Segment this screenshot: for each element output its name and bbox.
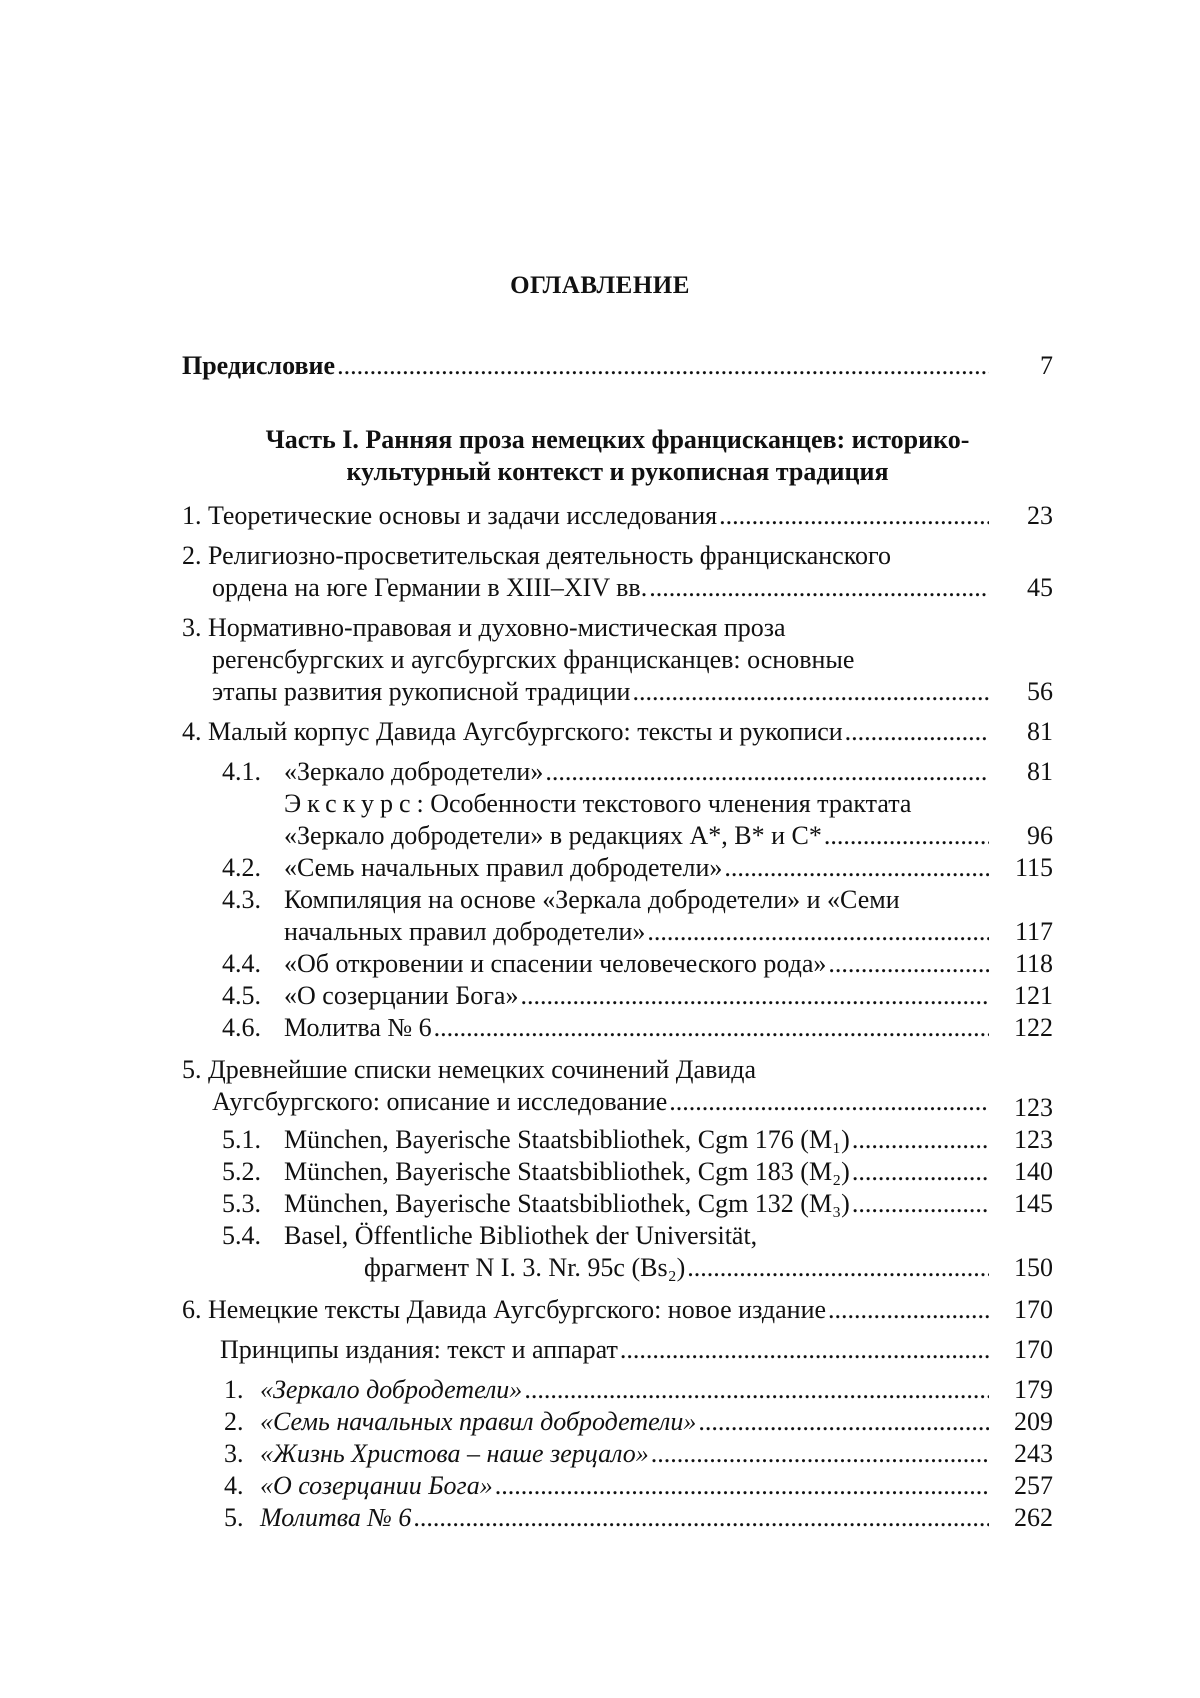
entry-text: «Зеркало добродетели» [284,757,544,786]
entry-text: «Об откровении и спасении человеческого рода» [284,949,827,978]
leader-dots [434,1012,989,1044]
entry-text-line2: Аугсбургского: описание и исследование [212,1087,668,1116]
toc-entry-ch6[interactable] [182,1294,1053,1326]
entry-text: «Жизнь Христова – наше зерцало» [260,1439,649,1468]
entry-number: 5.2. [222,1157,261,1186]
entry-number: 5.1. [222,1125,261,1154]
part-heading-line1: Часть I. Ранняя проза немецких францисканцев: историко- [265,425,970,454]
entry-text: Молитва № 6 [260,1503,412,1532]
leader-dots [669,1086,989,1118]
entry-text: Принципы издания: текст и аппарат [220,1335,618,1364]
page-number: 262 [1014,1503,1053,1532]
entry-number: 4.1. [222,757,261,786]
part-heading-line2: культурный контекст и рукописная традиция [346,457,889,486]
page-number: 170 [1014,1335,1053,1364]
entry-text: 1. Теоретические основы и задачи исследования [182,501,718,530]
toc-subentry-4-1[interactable] [182,756,1053,788]
leader-dots [824,820,989,852]
toc-subentry-6-2[interactable] [182,1406,1053,1438]
leader-dots [852,1156,989,1188]
page-number: 117 [1014,917,1053,946]
excursus-label: Экскурс [284,789,417,818]
page-number: 150 [1014,1253,1053,1282]
page-number: 170 [1014,1295,1053,1324]
page-number: 179 [1014,1375,1053,1404]
entry-text-line1: 3. Нормативно-правовая и духовно-мистическая проза [182,613,786,642]
entry-text-line2: фрагмент N I. 3. Nr. 95c (Bs₂) [364,1253,686,1282]
toc-subentry-5-3[interactable] [182,1188,1053,1220]
leader-dots [495,1470,989,1502]
toc-subentry-5-1[interactable] [182,1124,1053,1156]
part-heading [182,424,1053,488]
leader-dots [647,916,989,948]
toc-subentry-4-2[interactable] [182,852,1053,884]
entry-text: «Семь начальных правил добродетели» [284,853,723,882]
entry-number: 2. [224,1407,244,1436]
leader-dots [687,1252,989,1284]
entry-number: 1. [224,1375,244,1404]
entry-text-line2: «Зеркало добродетели» в редакциях A*, B* и C* [284,821,822,850]
leader-dots [828,1294,989,1326]
page-number: 115 [1014,853,1053,882]
entry-number: 3. [224,1439,244,1468]
page-number: 7 [1040,351,1053,380]
leader-dots [828,948,989,980]
entry-number: 4.4. [222,949,261,978]
entry-text-line1: 5. Древнейшие списки немецких сочинений Давида [182,1055,757,1084]
toc-subentry-6-5[interactable] [182,1502,1053,1534]
entry-text: Молитва № 6 [284,1013,432,1042]
entry-number: 4. [224,1471,244,1500]
toc-entry-preface[interactable] [182,350,1053,382]
toc-subentry-6-3[interactable] [182,1438,1053,1470]
page-number: 122 [1014,1013,1053,1042]
entry-text: «Зеркало добродетели» [260,1375,523,1404]
page-number: 243 [1014,1439,1053,1468]
page-number: 257 [1014,1471,1053,1500]
leader-dots [413,1502,989,1534]
entry-text: München, Bayerische Staatsbibliothek, Cgm 183 (M₂) [284,1157,850,1186]
entry-text: München, Bayerische Staatsbibliothek, Cgm 176 (M₁) [284,1125,850,1154]
entry-text-line2: начальных правил добродетели» [284,917,646,946]
entry-text: 4. Малый корпус Давида Аугсбургского: тексты и рукописи [182,717,843,746]
leader-dots [698,1406,989,1438]
page-number: 45 [1027,573,1053,602]
leader-dots [651,1438,989,1470]
entry-text-line1: 2. Религиозно-просветительская деятельность францисканского [182,541,892,570]
toc-entry-ch4[interactable] [182,716,1053,748]
entry-text-line3: этапы развития рукописной традиции [212,677,631,706]
entry-number: 4.3. [222,885,261,914]
page-number: 81 [1027,757,1053,786]
leader-dots [719,500,989,532]
toc-subentry-4-4[interactable] [182,948,1053,980]
toc-subentry-4-3[interactable] [182,884,1053,948]
leader-dots [852,1124,989,1156]
toc-entry-ch1[interactable] [182,500,1053,532]
toc-subentry-5-2[interactable] [182,1156,1053,1188]
entry-number: 4.5. [222,981,261,1010]
toc-subentry-6-1[interactable] [182,1374,1053,1406]
entry-text-line1: Компиляция на основе «Зеркала добродетели» и «Семи [284,885,900,914]
leader-dots [520,980,989,1012]
leader-dots [845,716,989,748]
entry-text: «О созерцании Бога» [260,1471,493,1500]
leader-dots [852,1188,989,1220]
leader-dots [724,852,989,884]
toc-subentry-4-6[interactable] [182,1012,1053,1044]
page-title: ОГЛАВЛЕНИЕ [510,272,690,299]
leader-dots [524,1374,989,1406]
entry-number: 4.6. [222,1013,261,1042]
entry-text-line1: Basel, Öffentliche Bibliothek der Universität, [284,1221,758,1250]
entry-text-line1: : Особенности текстового членения трактата [416,789,912,818]
entry-number: 4.2. [222,853,261,882]
toc-subentry-6-4[interactable] [182,1470,1053,1502]
toc-entry-ch2[interactable] [182,540,1053,604]
entry-text: «О созерцании Бога» [284,981,519,1010]
page-number: 81 [1027,717,1053,746]
toc-subentry-excursus[interactable] [182,788,1053,852]
page-number: 123 [1014,1125,1053,1154]
entry-number: 5. [224,1503,244,1532]
toc-subentry-principles[interactable] [182,1334,1053,1366]
page-number: 209 [1014,1407,1053,1436]
leader-dots [545,756,989,788]
entry-text: Предисловие [182,351,336,380]
leader-dots [649,572,989,604]
entry-number: 5.4. [222,1221,261,1250]
page-number: 56 [1027,677,1053,706]
toc-subentry-5-4[interactable] [182,1220,1053,1284]
page-number: 140 [1014,1157,1053,1186]
entry-text: «Семь начальных правил добродетели» [260,1407,697,1436]
toc-subentry-4-5[interactable] [182,980,1053,1012]
entry-number: 5.3. [222,1189,261,1218]
page-number: 145 [1014,1189,1053,1218]
page-number: 23 [1027,501,1053,530]
entry-text-line2: регенсбургских и аугсбургских францисканцев: основные [212,645,855,674]
page-number: 121 [1014,981,1053,1010]
leader-dots [620,1334,989,1366]
page-number: 123 [1014,1093,1053,1122]
leader-dots [337,350,989,382]
page-number: 96 [1027,821,1053,850]
toc-entry-ch3[interactable] [182,612,1053,708]
leader-dots [632,676,989,708]
entry-text: 6. Немецкие тексты Давида Аугсбургского: новое издание [182,1295,827,1324]
toc-entry-ch5[interactable] [182,1054,1053,1122]
page-number: 118 [1014,949,1053,978]
entry-text-line2: ордена на юге Германии в XIII–XIV вв. [212,573,648,602]
entry-text: München, Bayerische Staatsbibliothek, Cgm 132 (M₃) [284,1189,850,1218]
